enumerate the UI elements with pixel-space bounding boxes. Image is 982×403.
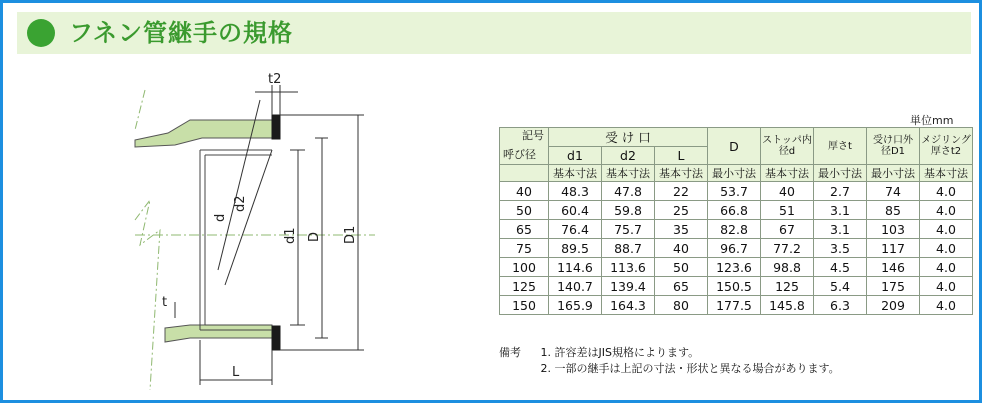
type-spacer (500, 165, 549, 182)
table-cell: 3.5 (814, 239, 867, 258)
table-cell: 74 (867, 182, 920, 201)
table-cell: 77.2 (761, 239, 814, 258)
table-cell: 47.8 (602, 182, 655, 201)
L-header: L (655, 147, 708, 165)
table-cell: 146 (867, 258, 920, 277)
label-L: L (232, 365, 240, 380)
label-D1: D1 (343, 225, 358, 244)
table-cell: 40 (655, 239, 708, 258)
thickness-header: 厚さt (814, 128, 867, 165)
socket-outline (200, 150, 272, 330)
label-t2: t2 (268, 72, 282, 87)
type-row (500, 165, 973, 182)
corner-header (500, 128, 549, 165)
unit-label: 単位mm (910, 114, 954, 127)
notes-heading: 備考 (499, 346, 521, 359)
table-cell: 40 (761, 182, 814, 201)
type-cell: 最小寸法 (867, 165, 920, 182)
table-row (500, 277, 973, 296)
table-cell: 117 (867, 239, 920, 258)
nominal-diameter-cell: 50 (500, 201, 549, 220)
spec-table-body (500, 182, 973, 315)
bullet-dot-icon (27, 19, 55, 47)
label-D: D (307, 231, 322, 242)
receive-header: 受 け 口 (549, 128, 708, 147)
meziring-header: メジリング厚さt2 (920, 128, 973, 165)
table-row (500, 239, 973, 258)
note-row (499, 345, 840, 361)
table-cell: 48.3 (549, 182, 602, 201)
spec-table (499, 127, 973, 315)
table-cell: 177.5 (708, 296, 761, 315)
type-cell: 最小寸法 (814, 165, 867, 182)
nominal-diameter-cell: 150 (500, 296, 549, 315)
table-cell: 114.6 (549, 258, 602, 277)
table-cell: 98.8 (761, 258, 814, 277)
table-row (500, 258, 973, 277)
table-cell: 80 (655, 296, 708, 315)
table-cell: 165.9 (549, 296, 602, 315)
table-cell: 53.7 (708, 182, 761, 201)
table-cell: 65 (655, 277, 708, 296)
lower-seal-block (272, 326, 280, 350)
outer-header: 受け口外 径D1 (867, 128, 920, 165)
break-line-upper (135, 90, 145, 130)
page-title: フネン管継手の規格 (69, 19, 294, 47)
table-cell: 3.1 (814, 220, 867, 239)
title-bar (17, 12, 971, 54)
upper-seal-block (272, 115, 280, 139)
note-row (499, 361, 840, 377)
table-cell: 6.3 (814, 296, 867, 315)
table-cell: 140.7 (549, 277, 602, 296)
table-row (500, 220, 973, 239)
table-cell: 4.0 (920, 182, 973, 201)
table-cell: 4.0 (920, 220, 973, 239)
table-cell: 103 (867, 220, 920, 239)
table-cell: 175 (867, 277, 920, 296)
nominal-diameter-cell: 40 (500, 182, 549, 201)
table-cell: 51 (761, 201, 814, 220)
table-cell: 76.4 (549, 220, 602, 239)
type-cell: 基本寸法 (602, 165, 655, 182)
table-cell: 5.4 (814, 277, 867, 296)
table-cell: 25 (655, 201, 708, 220)
table-row (500, 201, 973, 220)
table-cell: 4.0 (920, 258, 973, 277)
table-cell: 150.5 (708, 277, 761, 296)
nominal-diameter-cell: 100 (500, 258, 549, 277)
table-cell: 139.4 (602, 277, 655, 296)
table-cell: 88.7 (602, 239, 655, 258)
type-cell: 基本寸法 (549, 165, 602, 182)
corner-top-label: 記号 (522, 129, 544, 142)
label-t: t (162, 295, 168, 310)
table-cell: 4.0 (920, 277, 973, 296)
type-cell: 基本寸法 (761, 165, 814, 182)
table-cell: 113.6 (602, 258, 655, 277)
d2-header: d2 (602, 147, 655, 165)
corner-bottom-label: 呼び径 (503, 148, 536, 161)
table-cell: 4.0 (920, 201, 973, 220)
table-cell: 3.1 (814, 201, 867, 220)
type-cell: 基本寸法 (920, 165, 973, 182)
type-cell: 最小寸法 (708, 165, 761, 182)
table-cell: 209 (867, 296, 920, 315)
table-cell: 75.7 (602, 220, 655, 239)
nominal-diameter-cell: 65 (500, 220, 549, 239)
table-cell: 125 (761, 277, 814, 296)
stopper-header: ストッパ内 径d (761, 128, 814, 165)
break-line-lower (135, 200, 160, 390)
table-cell: 60.4 (549, 201, 602, 220)
table-cell: 82.8 (708, 220, 761, 239)
table-row (500, 182, 973, 201)
D-header: D (708, 128, 761, 165)
table-cell: 4.5 (814, 258, 867, 277)
table-cell: 59.8 (602, 201, 655, 220)
note-item: 2. 一部の継手は上記の寸法・形状と異なる場合があります。 (540, 362, 840, 375)
nominal-diameter-cell: 125 (500, 277, 549, 296)
nominal-diameter-cell: 75 (500, 239, 549, 258)
table-cell: 66.8 (708, 201, 761, 220)
lower-pipe-wall (165, 325, 272, 342)
pipe-joint-diagram (130, 70, 380, 390)
table-cell: 123.6 (708, 258, 761, 277)
table-cell: 4.0 (920, 296, 973, 315)
table-cell: 50 (655, 258, 708, 277)
table-cell: 164.3 (602, 296, 655, 315)
table-cell: 145.8 (761, 296, 814, 315)
label-d1: d1 (283, 227, 298, 244)
table-cell: 67 (761, 220, 814, 239)
table-cell: 2.7 (814, 182, 867, 201)
note-item: 1. 許容差はJIS規格によります。 (540, 346, 700, 359)
table-cell: 22 (655, 182, 708, 201)
d1-header: d1 (549, 147, 602, 165)
table-cell: 89.5 (549, 239, 602, 258)
table-cell: 4.0 (920, 239, 973, 258)
table-cell: 35 (655, 220, 708, 239)
table-cell: 85 (867, 201, 920, 220)
label-d2: d2 (233, 195, 248, 212)
type-cell: 基本寸法 (655, 165, 708, 182)
notes (499, 345, 840, 377)
label-d: d (213, 213, 228, 222)
table-cell: 96.7 (708, 239, 761, 258)
table-row (500, 296, 973, 315)
